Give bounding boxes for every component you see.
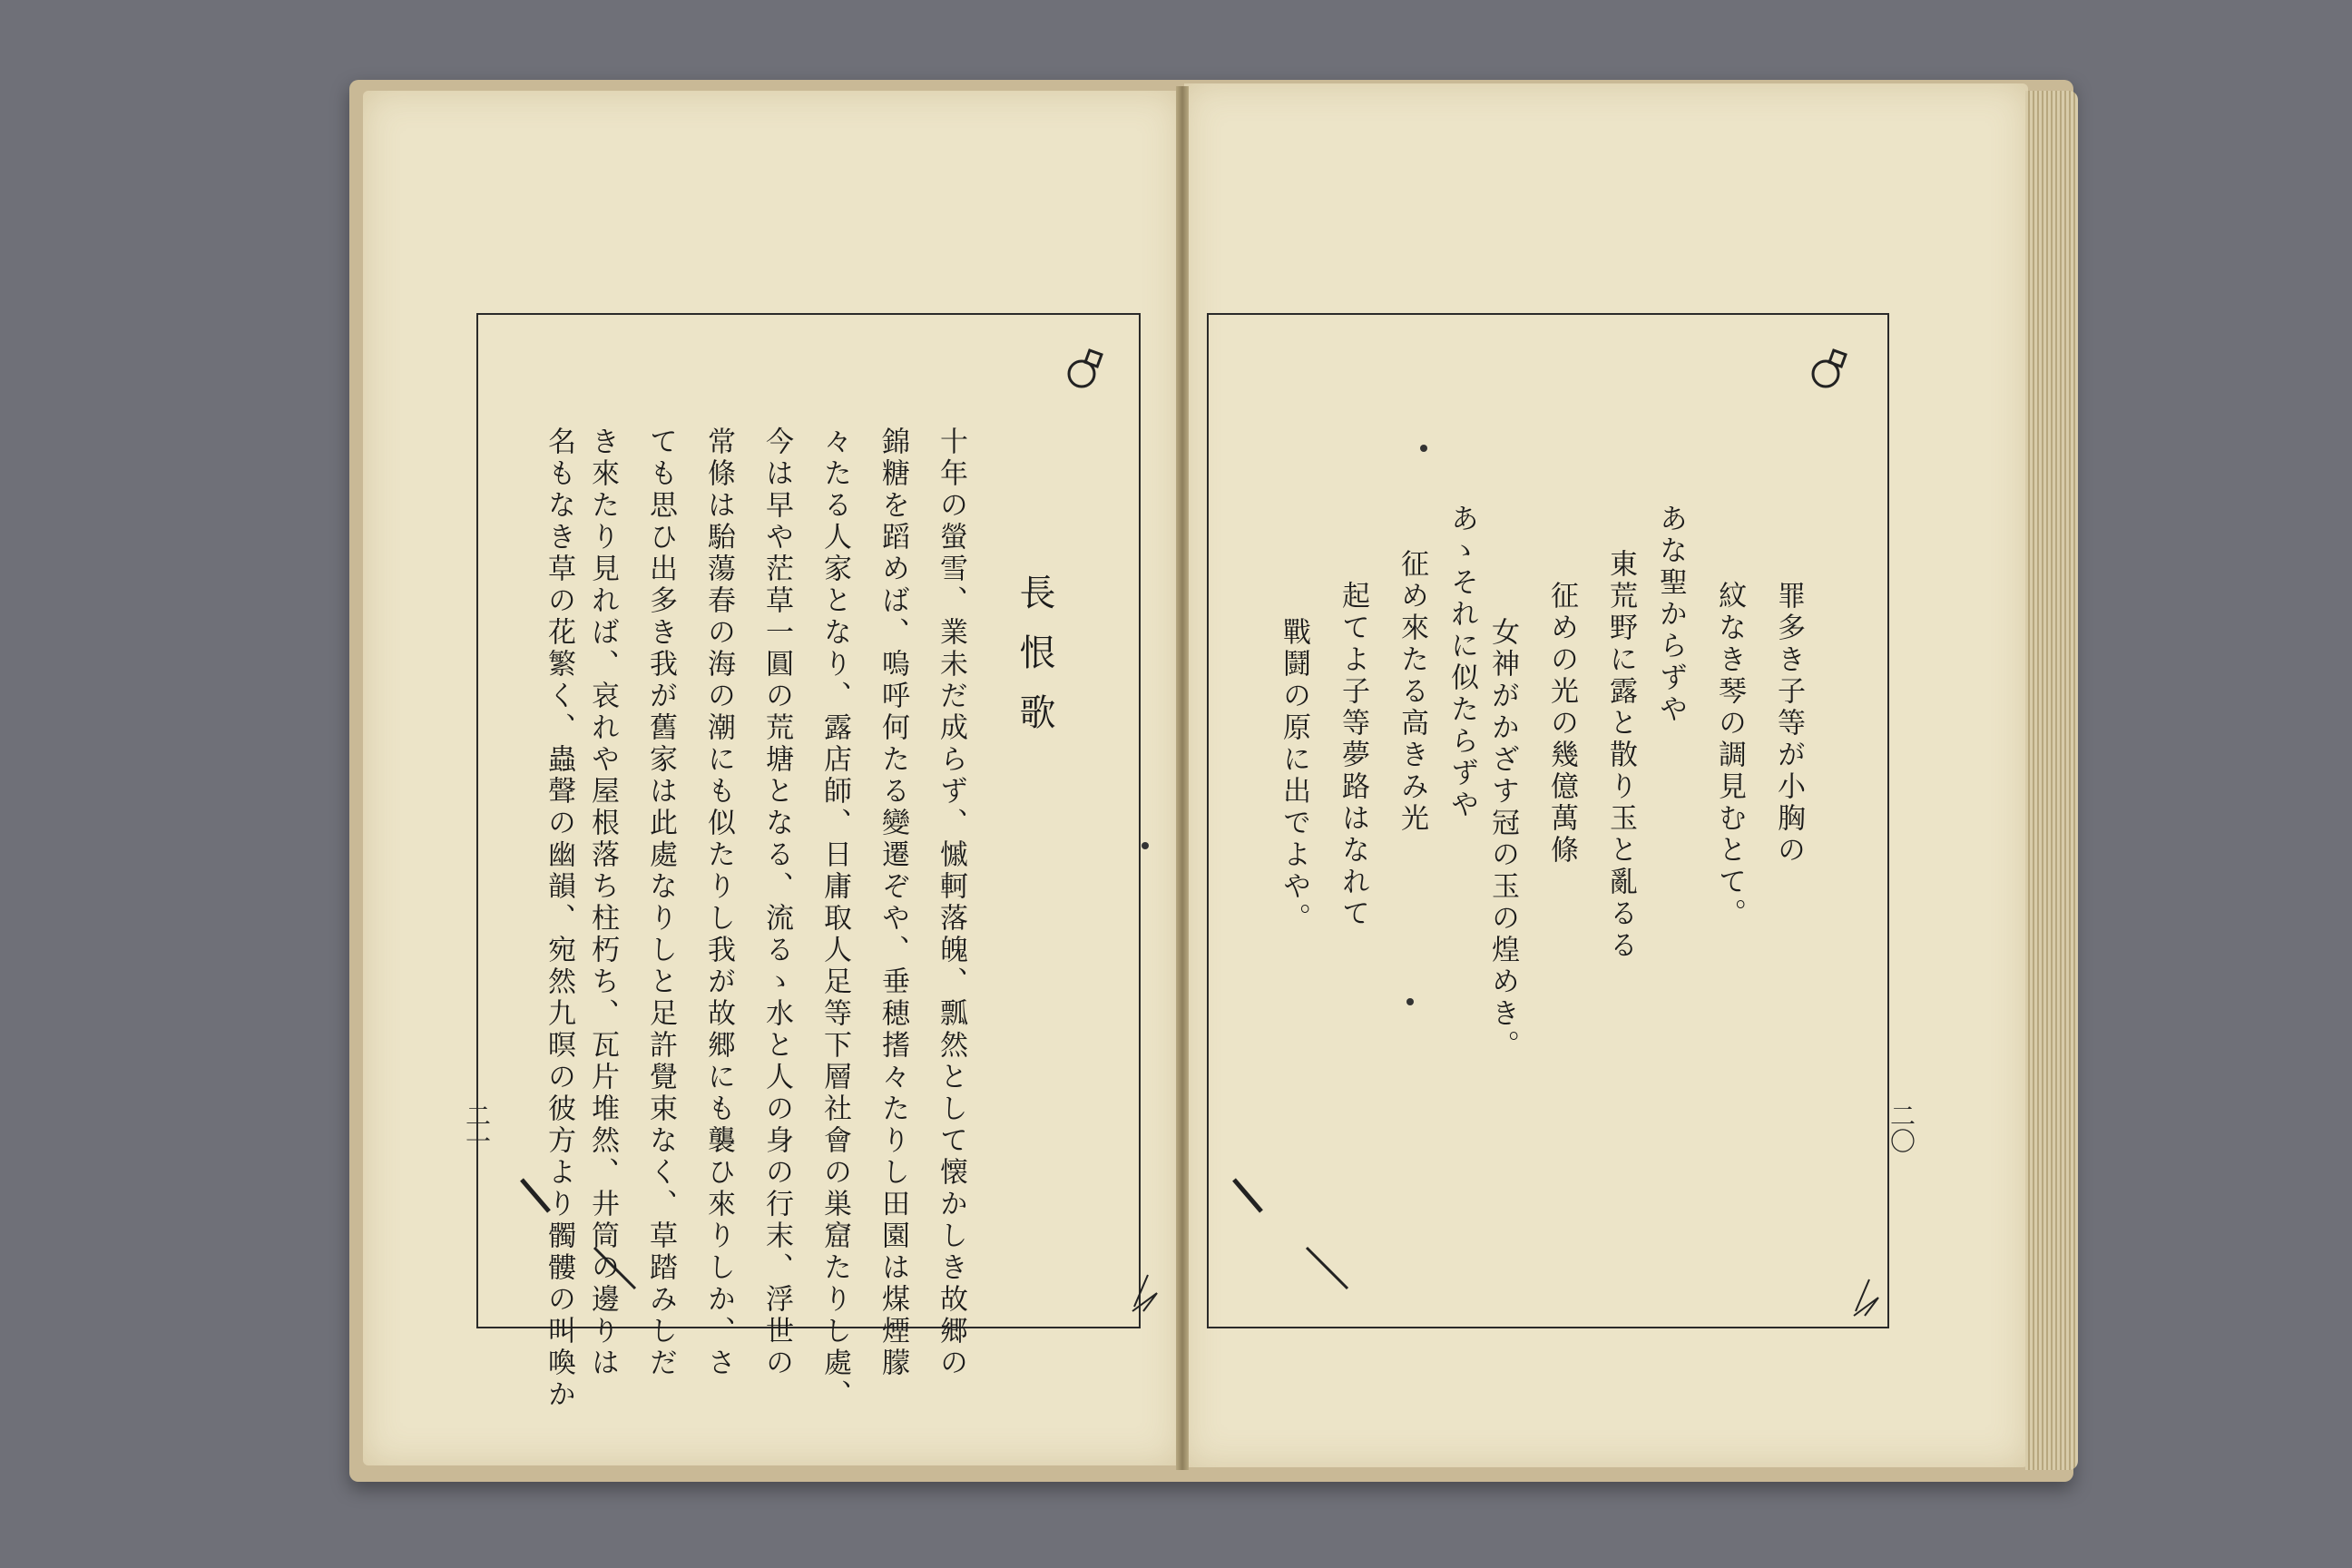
page-title: 長恨歌 bbox=[1014, 573, 1055, 753]
page-number: 二〇 bbox=[1886, 1102, 1916, 1153]
page-edges bbox=[2025, 91, 2078, 1470]
poem-line: あゝそれに似たらずや bbox=[1446, 504, 1478, 821]
book-gutter bbox=[1176, 86, 1189, 1470]
poem-line: 紋なき琴の調見むとて。 bbox=[1713, 581, 1746, 930]
ring-ornament-icon bbox=[1062, 347, 1109, 394]
text-column: 名もなき草の花繁く、蟲聲の幽韻、宛然九暝の彼方より髑髏の叫喚か bbox=[543, 426, 575, 1411]
corner-ornament-icon bbox=[1847, 1275, 1883, 1320]
ink-dot bbox=[1406, 998, 1414, 1005]
text-column: 錦糖を蹈めば、嗚呼何たる變遷ぞや、垂穂搘々たりし田園は煤煙朦 bbox=[877, 426, 909, 1379]
text-column: ても思ひ出多き我が舊家は此處なりしと足許覺束なく、草踏みしだ bbox=[644, 426, 677, 1379]
poem-line: 戰鬪の原に出でよや。 bbox=[1278, 617, 1310, 935]
pin-ornament-icon bbox=[513, 1171, 640, 1298]
poem-line: 起てよ子等夢路はなれて bbox=[1337, 581, 1369, 930]
ink-dot bbox=[1142, 842, 1149, 849]
ring-ornament-icon bbox=[1806, 347, 1853, 394]
poem-line: 罪多き子等が小胸の bbox=[1772, 581, 1805, 867]
text-column: 常條は駘蕩春の海の潮にも似たりし我が故郷にも襲ひ來りしか、さ bbox=[702, 426, 735, 1379]
text-column: 十年の螢雪、業未だ成らず、慽軻落魄、瓢然として懐かしき故郷の bbox=[935, 426, 967, 1379]
text-column: き來たり見れば、哀れや屋根落ち柱朽ち、瓦片堆然、井筒の邊りは bbox=[586, 426, 619, 1379]
poem-line: 女神がかざす冠の玉の煌めき。 bbox=[1486, 617, 1519, 1062]
text-column: 今は早や茫草一圓の荒塘となる、流るゝ水と人の身の行末、浮世の bbox=[760, 426, 793, 1379]
page-number: 二一 bbox=[462, 1102, 492, 1153]
poem-line: あな聖からずや bbox=[1654, 504, 1687, 726]
text-column: 々たる人家となり、露店師、日庸取人足等下層社會の巣窟たりし處、 bbox=[818, 426, 851, 1411]
poem-line: 征め來たる高きみ光 bbox=[1396, 549, 1428, 835]
corner-ornament-icon bbox=[1125, 1270, 1161, 1316]
pin-ornament-icon bbox=[1225, 1171, 1352, 1298]
poem-line: 征めの光の幾億萬條 bbox=[1545, 581, 1578, 867]
poem-line: 東荒野に露と散り玉と亂るる bbox=[1604, 549, 1637, 962]
ink-dot bbox=[1420, 445, 1427, 452]
